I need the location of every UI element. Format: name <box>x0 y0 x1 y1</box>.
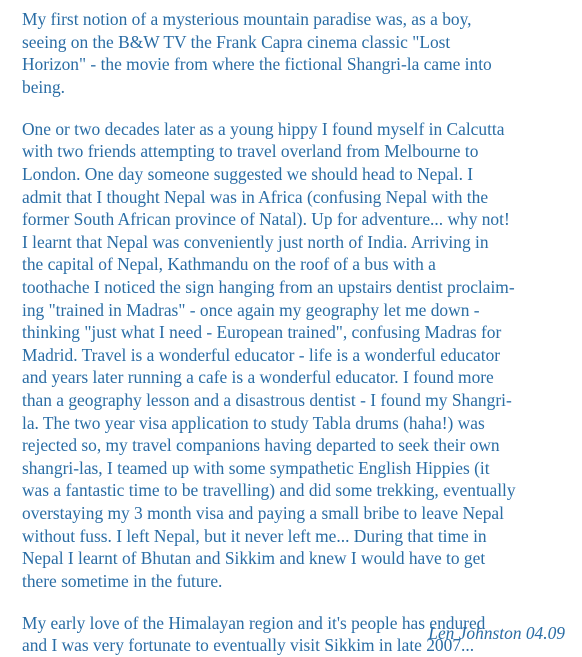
text-line: overstaying my 3 month visa and paying a small bribe to leave Nepal <box>22 502 504 523</box>
text-line: Horizon" - the movie from where the fictional Shangri-la came into <box>22 54 492 75</box>
text-line: admit that I thought Nepal was in Africa (confusing Nepal with the <box>22 186 489 207</box>
text-line: thinking "just what I need - European trained", confusing Madras for <box>22 322 502 343</box>
text-line: My early love of the Himalayan region and it's people has endured <box>22 612 486 633</box>
text-line: Madrid. Travel is a wonderful educator - life is a wonderful educator <box>22 344 501 365</box>
text-line: rejected so, my travel companions having departed to seek their own <box>22 435 500 456</box>
text-line: toothache I noticed the sign hanging from an upstairs dentist proclaim- <box>22 277 515 298</box>
text-line: former South African province of Natal). Up for adventure... why not! <box>22 209 510 230</box>
text-line: being. <box>22 76 65 97</box>
text-line: la. The two year visa application to study Tabla drums (haha!) was <box>22 412 485 433</box>
text-line: without fuss. I left Nepal, but it never left me... During that time in <box>22 525 487 546</box>
text-line: London. One day someone suggested we should head to Nepal. I <box>22 164 474 185</box>
text-line: seeing on the B&W TV the Frank Capra cinema classic "Lost <box>22 31 451 52</box>
text-line: there sometime in the future. <box>22 570 223 591</box>
text-line: My first notion of a mysterious mountain paradise was, as a boy, <box>22 9 472 29</box>
text-line: was a fantastic time to be travelling) and did some trekking, eventually <box>22 480 516 501</box>
text-line: I learnt that Nepal was conveniently just north of India. Arriving in <box>22 231 489 252</box>
paragraph-2 <box>22 118 572 592</box>
text-line: One or two decades later as a young hippy I found myself in Calcutta <box>22 118 505 139</box>
text-line: and I was very fortunate to eventually visit Sikkim in late 2007... <box>22 635 475 656</box>
text-line: the capital of Nepal, Kathmandu on the roof of a bus with a <box>22 254 436 275</box>
paragraph-1 <box>22 8 572 98</box>
signature: Len Johnston 04.09 <box>428 623 565 643</box>
text-line: ing "trained in Madras" - once again my geography let me down - <box>22 299 480 320</box>
text-line: shangri-las, I teamed up with some sympathetic English Hippies (it <box>22 457 490 478</box>
text-body <box>22 8 572 657</box>
text-line: and years later running a cafe is a wonderful educator. I found more <box>22 367 494 388</box>
text-line: than a geography lesson and a disastrous dentist - I found my Shangri- <box>22 390 512 410</box>
text-line: with two friends attempting to travel overland from Melbourne to <box>22 141 479 162</box>
text-line: Nepal I learnt of Bhutan and Sikkim and knew I would have to get <box>22 548 486 569</box>
